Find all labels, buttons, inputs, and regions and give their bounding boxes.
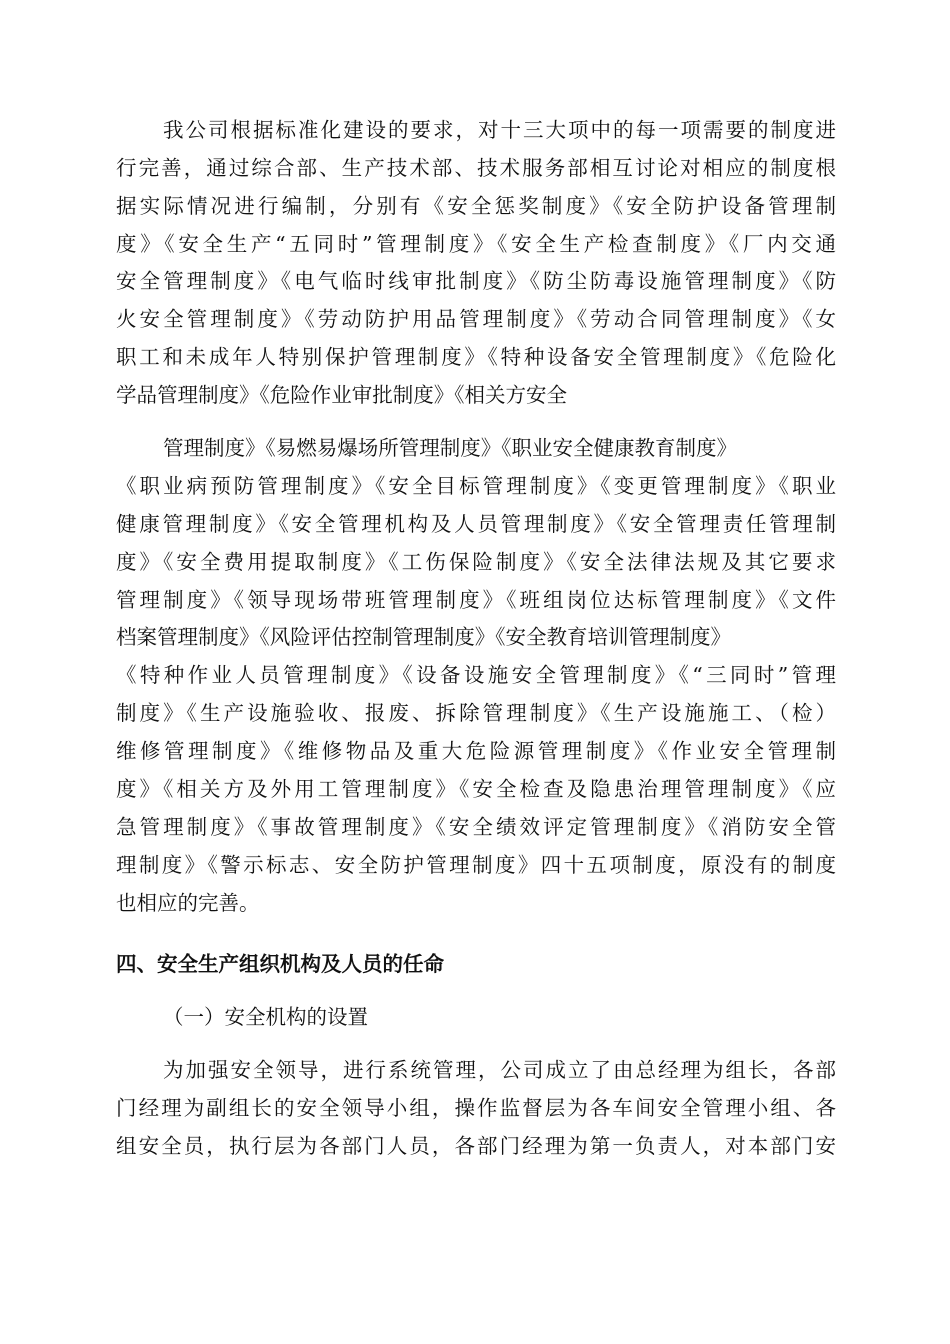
paragraph-1-line: 职工和未成年人特别保护管理制度》《特种设备安全管理制度》《危险化: [116, 345, 836, 369]
paragraph-3-line: 组安全员，执行层为各部门人员，各部门经理为第一负责人，对本部门安: [116, 1134, 836, 1158]
paragraph-2-line: 度》《安全费用提取制度》《工伤保险制度》《安全法律法规及其它要求: [116, 550, 836, 574]
subsection-heading: （一）安全机构的设置: [163, 1005, 368, 1029]
paragraph-2-line: 维修管理制度》《维修物品及重大危险源管理制度》《作业安全管理制: [116, 739, 836, 763]
paragraph-1-line: 火安全管理制度》《劳动防护用品管理制度》《劳动合同管理制度》《女: [116, 307, 836, 331]
paragraph-2-line: 档案管理制度》《风险评估控制管理制度》《安全教育培训管理制度》: [116, 625, 731, 649]
paragraph-2-line: 管理制度》《易燃易爆场所管理制度》《职业安全健康教育制度》: [163, 436, 737, 460]
paragraph-1-line: 据实际情况进行编制，分别有《安全惩奖制度》《安全防护设备管理制: [116, 194, 836, 218]
paragraph-2-line: 度》《相关方及外用工管理制度》《安全检查及隐患治理管理制度》《应: [116, 777, 836, 801]
paragraph-1-line: 行完善，通过综合部、生产技术部、技术服务部相互讨论对相应的制度根: [116, 156, 836, 180]
paragraph-2-line: 健康管理制度》《安全管理机构及人员管理制度》《安全管理责任管理制: [116, 512, 836, 536]
paragraph-1-line: 安全管理制度》《电气临时线审批制度》《防尘防毒设施管理制度》《防: [116, 269, 836, 293]
paragraph-2-line: 也相应的完善。: [116, 891, 260, 915]
paragraph-2-line: 理制度》《警示标志、安全防护管理制度》四十五项制度，原没有的制度: [116, 853, 836, 877]
paragraph-2-line: 制度》《生产设施验收、报废、拆除管理制度》《生产设施施工、（检）: [116, 701, 836, 725]
paragraph-3-line: 为加强安全领导，进行系统管理，公司成立了由总经理为组长，各部: [163, 1058, 836, 1082]
paragraph-2-line: 《特种作业人员管理制度》《设备设施安全管理制度》《“三同时”管理: [116, 663, 836, 687]
paragraph-1-line: 学品管理制度》《危险作业审批制度》《相关方安全: [116, 383, 567, 407]
paragraph-1-line: 度》《安全生产“五同时”管理制度》《安全生产检查制度》《厂内交通: [116, 232, 836, 256]
paragraph-2-line: 《职业病预防管理制度》《安全目标管理制度》《变更管理制度》《职业: [116, 474, 836, 498]
paragraph-3-line: 门经理为副组长的安全领导小组，操作监督层为各车间安全管理小组、各: [116, 1096, 836, 1120]
paragraph-1-line: 我公司根据标准化建设的要求，对十三大项中的每一项需要的制度进: [163, 118, 836, 142]
section-heading: 四、安全生产组织机构及人员的任命: [116, 952, 444, 976]
paragraph-2-line: 管理制度》《领导现场带班管理制度》《班组岗位达标管理制度》《文件: [116, 588, 836, 612]
paragraph-2-line: 急管理制度》《事故管理制度》《安全绩效评定管理制度》《消防安全管: [116, 815, 836, 839]
